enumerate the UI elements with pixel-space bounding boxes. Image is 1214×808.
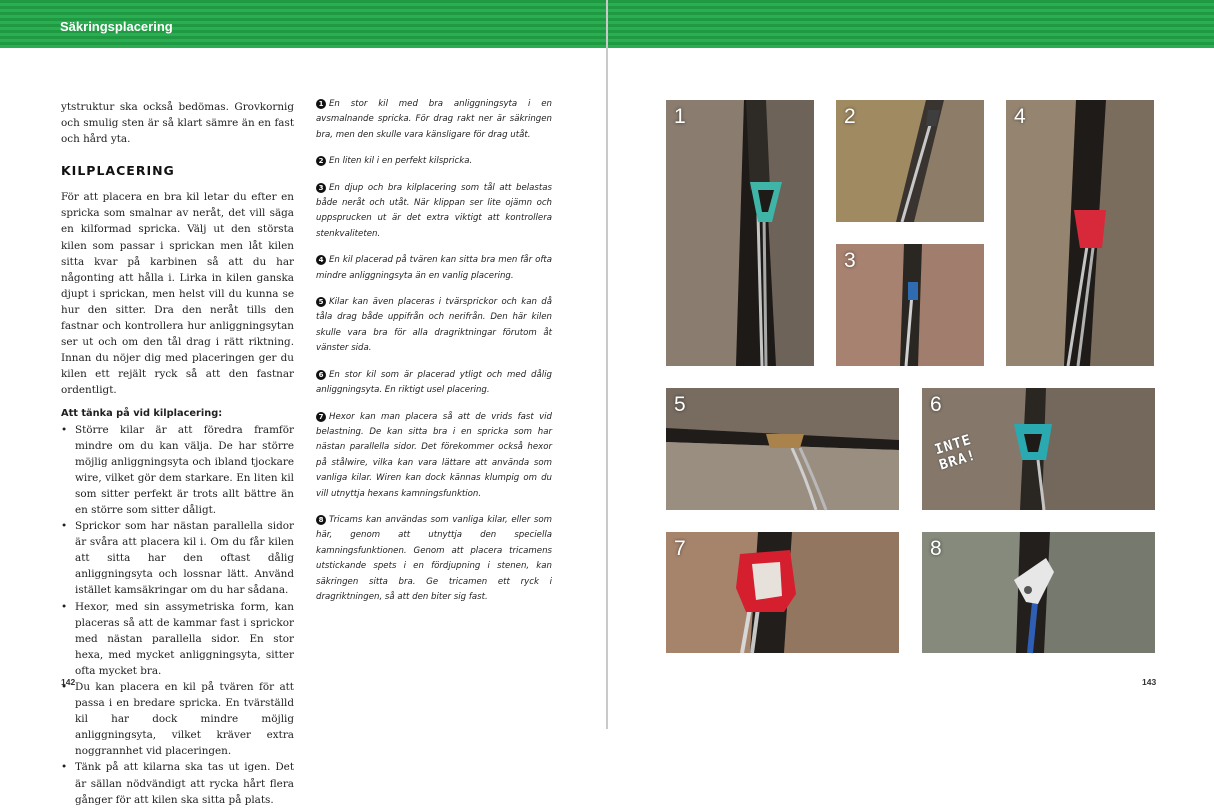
left-text-column: [61, 99, 294, 808]
photo-caption: [316, 513, 552, 605]
tips-list-item: • Större kilar är att föredra framför mindre om du kan välja. De har större möjlig anliggningsyta och ibland tjockare wire, vilket gör dem starkare. En liten kil som sitter perfekt är trots allt bättre än en större som sitter dåligt.: [61, 422, 294, 519]
page-number-right: 143: [1142, 677, 1157, 687]
photo-6: [922, 388, 1155, 510]
caption-text: En stor kil med bra anliggningsyta i en avsmalnande spricka. För drag rakt ner är säkringen bra, men den skulle vara känsligare för drag utåt.: [316, 99, 552, 140]
caption-text: Hexor kan man placera så att de vrids fast vid belastning. De kan sitta bra i en spricka som har nästan parallella sidor. Det förekommer också hexor på stålwire, vilka kan vara lättare att använda som vanliga kilar. Wiren kan dock kännas klumpig om du vill utnyttja hexans kamningsfunktion.: [316, 411, 552, 499]
tips-list-item: • Hexor, med sin assymetriska form, kan placeras så att de kammar fast i sprickor med nästan parallella sidor. En stor hexa, med mycket anliggningsyta, sitter ofta mycket bra.: [61, 599, 294, 679]
intro-paragraph: ytstruktur ska också bedömas. Grovkornig och smulig sten är så klart sämre än en fast och hård yta.: [61, 101, 294, 146]
photo-caption: [316, 97, 552, 143]
tips-subheading: Att tänka på vid kilplacering:: [61, 407, 223, 419]
tips-list: [61, 422, 294, 808]
caption-number-badge: 6: [316, 370, 326, 380]
climbing-nut-deep-photo: [836, 244, 984, 366]
caption-number-badge: 7: [316, 412, 326, 422]
photo-caption: [316, 368, 552, 399]
page-gutter: [606, 0, 608, 729]
photo-1: [666, 100, 814, 366]
caption-text: En kil placerad på tvären kan sitta bra men får ofta mindre anliggningsyta än en vanlig placering.: [316, 255, 552, 281]
photo-8: [922, 532, 1155, 653]
photo-label: 4: [1014, 105, 1026, 128]
photo-label: 2: [844, 105, 856, 128]
photo-5: [666, 388, 899, 510]
photo-label: 5: [674, 393, 686, 416]
caption-text: Kilar kan även placeras i tvärsprickor och kan då tåla drag både uppifrån och nerifrån. Den här kilen skulle vara bra för alla dragriktningar förutom åt vänster sida.: [316, 297, 552, 354]
photo-caption: [316, 181, 552, 243]
tips-list-item: • Du kan placera en kil på tvären för att passa i en bredare spricka. En tvärställd kil har dock mindre möjlig anliggningsyta, vilket kräver extra noggrannhet vid placeringen.: [61, 679, 294, 759]
body-paragraph: För att placera en bra kil letar du efter en spricka som smalnar av neråt, det vill säga en kilformad spricka. Välj ut den största kilen som passar i sprickan men låt kilen sitta kvar på karbinen så att du har någonting att hålla i. Lirka in kilen ganska djupt i sprickan, men helst vill du kunna se hur den sitter. Dra den neråt tills den fastnar och kontrollera hur anliggningsytan ser ut och om den tål drag i rätt riktning. Innan du nöjer dig med placeringen ger du kilen ett rejält ryck så att den fastnar ordentligt.: [61, 191, 294, 397]
climbing-nut-small-photo: [836, 100, 984, 222]
photo-2: [836, 100, 984, 222]
tips-list-item: • Tänk på att kilarna ska tas ut igen. Det är sällan nödvändigt att rycka hårt flera gånger för att kilen ska sitta på plats.: [61, 759, 294, 807]
caption-number-badge: 1: [316, 99, 326, 109]
warning-stamp: INTE BRA!: [932, 431, 979, 474]
climbing-nut-red-photo: [1006, 100, 1154, 366]
caption-text: En stor kil som är placerad ytligt och med dålig anliggningsyta. En riktigt usel placering.: [316, 369, 552, 396]
climbing-nut-teal-photo: [666, 100, 814, 366]
caption-text: Tricams kan användas som vanliga kilar, eller som här, genom att utnyttja den speciella kamningsfunktionen. Genom att placera tricamens utstickande spets i en fördjupning i stenen, kan säkringen sitta bra. Ge tricamen ett ryck i dragriktningen, så att den biter sig fast.: [316, 514, 552, 602]
caption-number-badge: 3: [316, 183, 326, 193]
section-heading: KILPLACERING: [61, 163, 175, 179]
hex-red-photo: [666, 532, 899, 653]
tips-list-item: • Sprickor som har nästan parallella sidor är svåra att placera kil i. Om du får kilen att sitta har den oftast dålig anliggningsyta och lossnar lätt. Använd istället kamsäkringar om du har sådana.: [61, 518, 294, 598]
photo-label: 6: [930, 393, 942, 416]
photo-3: [836, 244, 984, 366]
photo-caption: [316, 154, 552, 169]
photo-7: [666, 532, 899, 653]
page-number-left: 142: [61, 677, 76, 687]
photo-caption: [316, 295, 552, 357]
photo-label: 1: [674, 105, 686, 128]
tricam-photo: [922, 532, 1155, 653]
caption-number-badge: 5: [316, 297, 326, 307]
photo-caption: [316, 253, 552, 284]
caption-column: [316, 97, 552, 616]
caption-number-badge: 4: [316, 255, 326, 265]
photo-caption: [316, 410, 552, 502]
photo-label: 7: [674, 537, 686, 560]
photo-label: 3: [844, 249, 856, 272]
photo-4: [1006, 100, 1154, 366]
caption-text: En liten kil i en perfekt kilspricka.: [329, 156, 473, 167]
caption-number-badge: 2: [316, 156, 326, 166]
chapter-title: Säkringsplacering: [60, 19, 173, 34]
photo-label: 8: [930, 537, 942, 560]
caption-number-badge: 8: [316, 515, 326, 525]
climbing-nut-horizontal-photo: [666, 388, 899, 510]
caption-text: En djup och bra kilplacering som tål att belastas både neråt och utåt. När klippan ser lite ojämn och uppsprucken ut är det extra viktigt att kontrollera stenkvaliteten.: [316, 182, 552, 239]
